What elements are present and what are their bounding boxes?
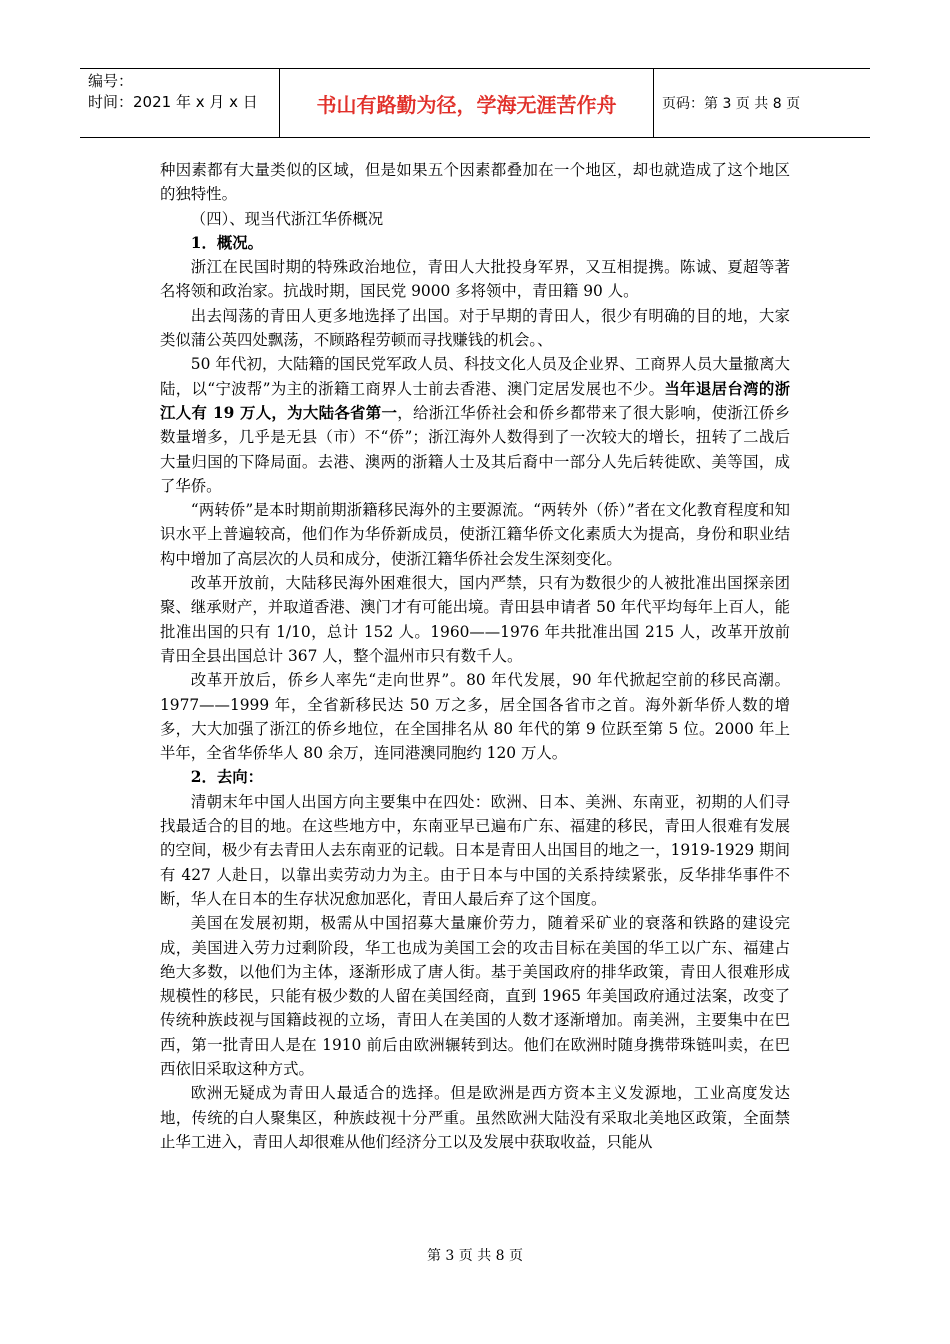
text-run: 50 年代初，大陆籍的国民党军政人员、科技文化人员及企业界、工商界人员大量撤离大陆，以“宁波帮”为主的浙籍工商界人士前去香港、澳门定居发展也不少。 <box>160 355 790 398</box>
header-page-info: 页码：第 3 页 共 8 页 <box>662 96 801 112</box>
text-run: ，给浙江华侨社会和侨乡都带来了很大影响，使浙江侨乡数量增多，几乎是无县（市）不“侨”；浙江海外人数得到了一次较大的增长，扭转了二战后大量归国的下降局面。去港、澳两的浙籍人士及其后裔中一部分人先后转徙欧、美等国，成了华侨。 <box>160 403 790 495</box>
time-label: 时间：2021 年 x 月 x 日 <box>88 93 258 111</box>
document-body <box>160 158 790 1154</box>
subheading-destination: 2．去向： <box>190 768 264 787</box>
bold-text-run: 当年退居台湾的浙江人有 19 万人，为大陆各省第一 <box>160 379 790 422</box>
paragraph: 美国在发展初期，极需从中国招募大量廉价劳力，随着采矿业的衰落和铁路的建设完成，美国进入劳力过剩阶段，华工也成为美国工会的攻击目标在美国的华工以广东、福建占绝大多数，以他们为主体，逐渐形成了唐人街。基于美国政府的排华政策，青田人很难形成规模性的移民，只能有极少数的人留在美国经商，直到 1965 年美国政府通过法案，改变了传统种族歧视与国籍歧视的立场，青田人在美国的人数才逐渐增加。南美洲，主要集中在巴西，第一批青田人是在 1910 前后由欧洲辗转到达。他们在欧洲时随身携带珠链叫卖，在巴西依旧采取这种方式。 <box>160 914 790 1078</box>
paragraph: “两转侨”是本时期前期浙籍移民海外的主要源流。“两转外（侨）”者在文化教育程度和知识水平上普遍较高，他们作为华侨新成员，使浙江籍华侨文化素质大为提高，身份和职业结构中增加了高层次的人员和成分，使浙江籍华侨社会发生深刻变化。 <box>160 501 790 568</box>
section-heading: （四）、现当代浙江华侨概况 <box>190 209 384 228</box>
paragraph: 改革开放后，侨乡人率先“走向世界”。80 年代发展，90 年代掀起空前的移民高潮。1977——1999 年，全省新移民达 50 万之多，居全国各省市之首。海外新华侨人数的增多，大大加强了浙江的侨乡地位，在全国排名从 80 年代的第 9 位跃至第 5 位。2000 年上半年，全省华侨华人 80 余万，连同港澳同胞约 120 万人。 <box>160 671 790 763</box>
page-footer: 第 3 页 共 8 页 <box>426 1248 524 1264</box>
paragraph: 种因素都有大量类似的区域，但是如果五个因素都叠加在一个地区，却也就造成了这个地区的独特性。 <box>160 161 790 204</box>
paragraph <box>160 352 790 498</box>
header-motto: 书山有路勤为径，学海无涯苦作舟 <box>280 69 654 137</box>
page-header <box>80 68 870 138</box>
paragraph: 欧洲无疑成为青田人最适合的选择。但是欧洲是西方资本主义发源地，工业高度发达地，传统的白人聚集区，种族歧视十分严重。虽然欧洲大陆没有采取北美地区政策，全面禁止华工进入，青田人却很难从他们经济分工以及发展中获取收益，只能从 <box>160 1084 790 1151</box>
number-label: 编号： <box>88 72 134 90</box>
header-meta <box>80 69 280 137</box>
subheading-overview: 1．概况。 <box>190 233 264 252</box>
paragraph: 浙江在民国时期的特殊政治地位，青田人大批投身军界，又互相提携。陈诚、夏超等著名将领和政治家。抗战时期，国民党 9000 多将领中，青田籍 90 人。 <box>160 258 790 301</box>
paragraph: 出去闯荡的青田人更多地选择了出国。对于早期的青田人，很少有明确的目的地，大家类似蒲公英四处飘荡，不顾路程劳顿而寻找赚钱的机会。、 <box>160 306 790 350</box>
paragraph: 改革开放前，大陆移民海外困难很大，国内严禁，只有为数很少的人被批准出国探亲团聚、继承财产，并取道香港、澳门才有可能出境。青田县申请者 50 年代平均每年上百人，能批准出国的只有 1/10，总计 152 人。1960——1976 年共批准出国 215 人，改革开放前青田全县出国总计 367 人，整个温州市只有数千人。 <box>160 574 790 665</box>
paragraph: 清朝末年中国人出国方向主要集中在四处：欧洲、日本、美洲、东南亚，初期的人们寻找最适合的目的地。在这些地方中，东南亚早已遍布广东、福建的移民，青田人很难有发展的空间，极少有去青田人去东南亚的记载。日本是青田人出国目的地之一，1919-1929 期间有 427 人赴日，以靠出卖劳动力为主。由于日本与中国的关系持续紧张，反华排华事件不断，华人在日本的生存状况愈加恶化，青田人最后弃了这个国度。 <box>160 792 790 908</box>
